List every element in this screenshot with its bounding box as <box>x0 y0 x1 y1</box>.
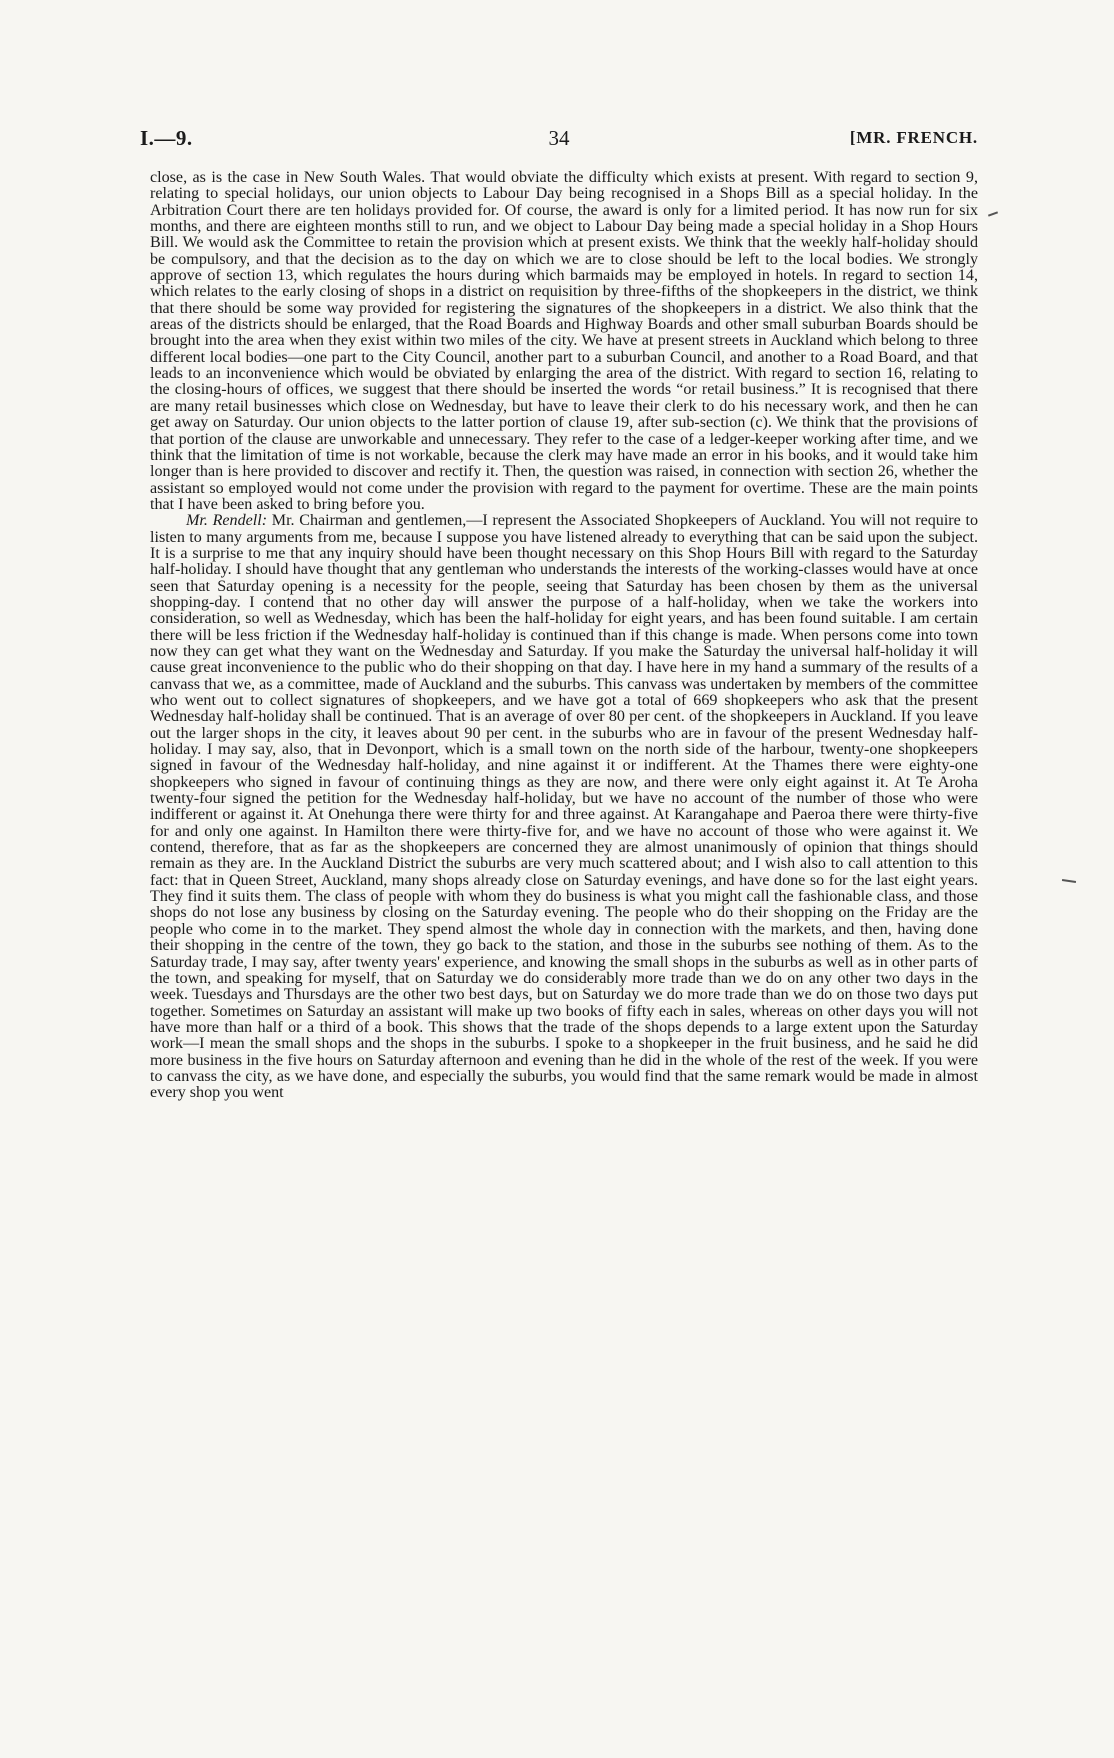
paragraph-french: close, as is the case in New South Wales. That would obviate the difficulty which exists at present. With regard to section 9, relating to special holidays, our union objects to Labour Day being recognised in a Shops Bill as a special holiday. In the Arbitration Court there are ten holidays provided for. Of course, the award is only for a limited period. It has now run for six months, and there are eighteen months still to run, and we object to Labour Day being made a special holiday in a Shop Hours Bill. We would ask the Committee to retain the provision which at present exists. We think that the weekly half-holiday should be compulsory, and that the decision as to the day on which we are to close should be left to the local bodies. We strongly approve of section 13, which regulates the hours during which barmaids may be employed in hotels. In regard to section 14, which relates to the early closing of shops in a district on requisition by three-fifths of the shopkeepers in the district, we think that there should be some way provided for registering the signatures of the shopkeepers in a district. We also think that the areas of the districts should be enlarged, that the Road Boards and Highway Boards and other small suburban Boards should be brought into the area when they exist within two miles of the city. We have at present streets in Auckland which belong to three different local bodies—one part to the City Council, another part to a suburban Council, and another to a Road Board, and that leads to an inconvenience which would be obviated by enlarging the area of the district. With regard to section 16, relating to the closing-hours of offices, we suggest that there should be inserted the words “or retail business.” It is recognised that there are many retail businesses which close on Wednesday, but have to leave their clerk to do his necessary work, and then he can get away on Saturday. Our union objects to the latter portion of clause 19, after sub-section (c). We think that the provisions of that portion of the clause are unworkable and unnecessary. They refer to the case of a ledger-keeper working after time, and we think that the limitation of time is not workable, because the clerk may have made an error in his books, and it would take him longer than is here provided to discover and rectify it. Then, the question was raised, in connection with section 26, whether the assistant so employed would not come under the provision with regard to the payment for overtime. These are the main points that I have been asked to bring before you. <box>150 169 978 513</box>
body-text <box>150 170 978 1102</box>
margin-mark <box>988 211 998 216</box>
paragraph-rendell <box>150 513 978 1101</box>
document-reference: I.—9. <box>140 126 193 150</box>
speaker-name: Mr. Rendell: <box>186 512 268 530</box>
page-number: 34 <box>548 126 570 150</box>
speaker-header: [MR. FRENCH. <box>849 128 978 147</box>
margin-mark <box>1062 879 1076 883</box>
page-header <box>140 126 978 156</box>
paragraph-rendell-text: Mr. Chairman and gentlemen,—I represent the Associated Shopkeepers of Auckland. You will not require to listen to many arguments from me, because I suppose you have listened already to everything that can be said upon the subject. It is a surprise to me that any inquiry should have been thought necessary on this Shop Hours Bill with regard to the Saturday half-holiday. I should have thought that any gentleman who understands the interests of the working-classes would have at once seen that Saturday opening is a necessity for the people, seeing that Saturday has been chosen by them as the universal shopping-day. I contend that no other day will answer the purpose of a half-holiday, when we take the workers into consideration, so well as Wednesday, which has been the half-holiday for eight years, and has been found suitable. I am certain there will be less friction if the Wednesday half-holiday is continued than if this change is made. When persons come into town now they can get what they want on the Wednesday and Saturday. If you make the Saturday the universal half-holiday it will cause great inconvenience to the public who do their shopping on that day. I have here in my hand a summary of the results of a canvass that we, as a committee, made of Auckland and the suburbs. This canvass was undertaken by members of the committee who went out to collect signatures of shopkeepers, and we have got a total of 669 shopkeepers who ask that the present Wednesday half-holiday shall be continued. That is an average of over 80 per cent. of the shopkeepers in Auckland. If you leave out the larger shops in the city, it leaves about 90 per cent. in the suburbs who are in favour of the present Wednesday half-holiday. I may say, also, that in Devonport, which is a small town on the north side of the harbour, twenty-one shopkeepers signed in favour of the Wednesday half-holiday, and nine against it or indifferent. At the Thames there were eighty-one shopkeepers who signed in favour of continuing things as they are now, and there were only eight against it. At Te Aroha twenty-four signed the petition for the Wednesday half-holiday, but we have no account of the number of those who were indifferent or against it. At Onehunga there were thirty for and three against. At Karangahape and Paeroa there were thirty-five for and only one against. In Hamilton there were thirty-five for, and we have no account of those who were against it. We contend, therefore, that as far as the shopkeepers are concerned they are almost unanimously of opinion that things should remain as they are. In the Auckland District the suburbs are very much scattered about; and I wish also to call attention to this fact: that in Queen Street, Auckland, many shops already close on Saturday evenings, and have done so for the last eight years. They find it suits them. The class of people with whom they do business is what you might call the fashionable class, and those shops do not lose any business by closing on the Saturday evening. The people who do their shopping on the Friday are the people who come in to the market. They spend almost the whole day in connection with the markets, and then, having done their shopping in the centre of the town, they go back to the station, and those in the suburbs see nothing of them. As to the Saturday trade, I may say, after twenty years' experience, and knowing the small shops in the suburbs as well as in other parts of the town, and speaking for myself, that on Saturday we do considerably more trade than we do on any other two days in the week. Tuesdays and Thursdays are the other two best days, but on Saturday we do more trade than we do on those two days put together. Sometimes on Saturday an assistant will make up two books of fifty each in sales, whereas on other days you will not have more than half or a third of a book. This shows that the trade of the shops depends to a large extent upon the Saturday work—I mean the small shops and the shops in the suburbs. I spoke to a shopkeeper in the fruit business, and he said he did more business in the five hours on Saturday afternoon and evening than he did in the whole of the rest of the week. If you were to canvass the city, as we have done, and especially the suburbs, you would find that the same remark would be made in almost every shop you went <box>150 512 978 1102</box>
